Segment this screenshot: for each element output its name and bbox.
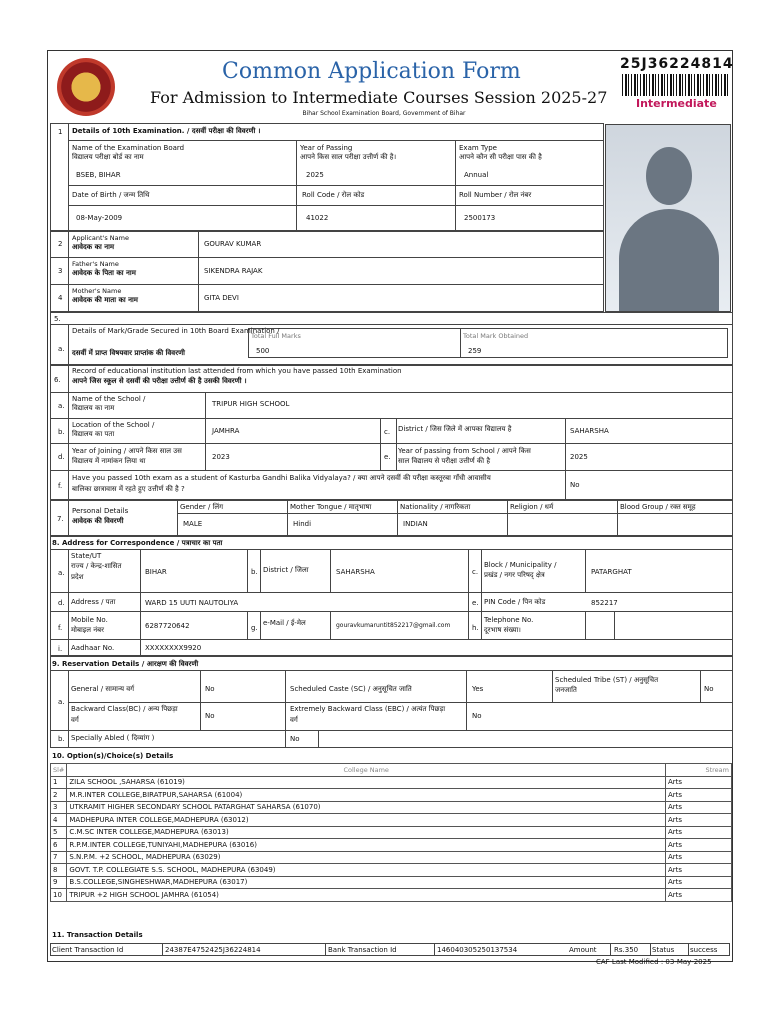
s8-heading: 8. Address for Correspondence / पत्राचार का पता: [52, 539, 223, 547]
joining-value: 2023: [212, 453, 230, 461]
table-row: 8 GOVT. T.P. COLLEGIATE S.S. SCHOOL, MADHEPURA (63049) Arts: [51, 864, 732, 877]
personal-label-hi: आवेदक की विवरणी: [72, 517, 124, 525]
ebc-label: Extremely Backward Class (EBC) / अत्यंत पिछड़ा: [290, 705, 446, 713]
religion-label: Religion / धर्म: [510, 503, 554, 511]
roll-code-value: 41022: [306, 214, 329, 222]
passing-label-hi: साल विद्यालय से परीक्षा उत्तीर्ण की है: [398, 457, 491, 465]
mother-name: GITA DEVI: [204, 294, 239, 302]
amount-label: Amount: [569, 946, 597, 954]
s6-number: 6.: [54, 376, 61, 384]
state-label-3: प्रदेश: [71, 573, 84, 581]
applicant-label: Applicant's Name: [72, 234, 129, 242]
s8-g: g.: [251, 624, 258, 632]
specially-abled-value: No: [290, 735, 300, 743]
board-name: Bihar School Examination Board, Government of Bihar: [302, 110, 466, 117]
type-label: Exam Type: [459, 144, 497, 152]
s1-heading: Details of 10th Examination. / दसवीं परीक्षा की विवरणी ।: [72, 127, 261, 135]
kgbv-value: No: [570, 481, 580, 489]
table-row: 5 C.M.SC INTER COLLEGE,MADHEPURA (63013) Arts: [51, 826, 732, 839]
client-txn-label: Client Transaction Id: [52, 946, 124, 954]
joining-label: Year of Joining / आपने किस साल उस: [72, 447, 182, 455]
last-modified: CAF Last Modified : 03-May-2025: [596, 958, 712, 966]
s6-c: c.: [384, 428, 391, 436]
s8-c: c.: [472, 568, 479, 576]
aadhaar-label: Aadhaar No.: [71, 644, 115, 652]
ebc-label-2: वर्ग: [290, 716, 298, 724]
status-value: success: [690, 946, 718, 954]
s9-heading: 9. Reservation Details / आरक्षण की विवरणी: [52, 660, 199, 668]
col-sl: Sl#: [51, 764, 67, 777]
location-label: Location of the School /: [72, 421, 155, 429]
district-value-8: SAHARSHA: [336, 568, 375, 576]
s8-b: b.: [251, 568, 258, 576]
form-title: Common Application Form: [222, 59, 521, 84]
location-value: JAMHRA: [212, 427, 240, 435]
section-8: [50, 536, 733, 656]
status-label: Status: [652, 946, 675, 954]
col-stream: Stream: [666, 764, 732, 777]
sc-label: Scheduled Caste (SC) / अनुसूचित जाति: [290, 685, 412, 693]
type-label-hi: आपने कौन सी परीक्षा पास की है: [459, 153, 542, 161]
general-label: General / सामान्य वर्ग: [71, 685, 135, 693]
tongue-value: Hindi: [293, 520, 312, 528]
stream-tag: Intermediate: [636, 97, 717, 110]
email-label: e-Mail / ई-मेल: [263, 619, 306, 627]
options-table: [50, 763, 732, 902]
bank-txn-label: Bank Transaction Id: [328, 946, 397, 954]
s6-d: d.: [58, 453, 65, 461]
barcode-icon: [622, 74, 730, 96]
ebc-value: No: [472, 712, 482, 720]
roll-code-label: Roll Code / रोल कोड: [302, 191, 365, 199]
table-row: 9 B.S.COLLEGE,SINGHESHWAR,MADHEPURA (63017) Arts: [51, 876, 732, 889]
dob-value: 08-May-2009: [76, 214, 123, 222]
table-row: 10 TRIPUR +2 HIGH SCHOOL JAMHRA (61054) Arts: [51, 889, 732, 902]
nationality-value: INDIAN: [403, 520, 428, 528]
obtained-value: 259: [468, 347, 482, 355]
location-label-hi: विद्यालय का पता: [72, 430, 115, 438]
year-label: Year of Passing: [300, 144, 353, 152]
gender-value: MALE: [183, 520, 203, 528]
specially-abled-label: Specially Abled ( दिव्यांग ): [71, 734, 155, 742]
bc-value: No: [205, 712, 215, 720]
telephone-label: Telephone No.: [484, 616, 534, 624]
s8-e: e.: [472, 599, 479, 607]
s8-i: i.: [58, 645, 63, 653]
email-value: gouravkumaruntit852217@gmail.com: [336, 622, 451, 629]
table-row: 2 M.R.INTER COLLEGE,BIRATPUR,SAHARSA (61004) Arts: [51, 789, 732, 802]
marks-label: Details of Mark/Grade Secured in 10th Board Examination /: [72, 327, 280, 335]
bc-label: Backward Class(BC) / अन्य पिछड़ा: [71, 705, 178, 713]
personal-label: Personal Details: [72, 507, 129, 515]
pin-value: 852217: [591, 599, 618, 607]
mobile-label-2: मोबाइल नंबर: [71, 626, 104, 634]
full-marks-label: Total Full Marks: [251, 332, 301, 340]
board-value: BSEB, BIHAR: [76, 171, 121, 179]
applicant-photo: [605, 124, 731, 312]
s6-e: e.: [384, 453, 391, 461]
state-label-2: राज्य / केन्द्र-शासित: [71, 562, 122, 570]
s9-b: b.: [58, 735, 65, 743]
roll-no-value: 2500173: [464, 214, 496, 222]
table-row: 6 R.P.M.INTER COLLEGE,TUNIYAHI,MADHEPURA (63016) Arts: [51, 839, 732, 852]
mother-label-hi: आवेदक की माता का नाम: [72, 296, 138, 304]
type-value: Annual: [464, 171, 489, 179]
st-label-2: जनजाति: [555, 686, 577, 694]
s8-a: a.: [58, 569, 65, 577]
s10-heading: 10. Option(s)/Choice(s) Details: [52, 752, 174, 760]
bseb-seal-icon: [57, 58, 115, 116]
s3-number: 3: [58, 267, 63, 275]
nationality-label: Nationality / नागरिकता: [400, 503, 471, 511]
s6-f: f.: [58, 482, 63, 490]
bc-label-2: वर्ग: [71, 716, 79, 724]
address-label: Address / पता: [71, 598, 116, 606]
s7-number: 7.: [57, 515, 64, 523]
block-label-2: प्रखंड / नगर परिषद् क्षेत्र: [484, 571, 545, 579]
tongue-label: Mother Tongue / मातृभाषा: [290, 503, 372, 511]
bank-txn-value: 146040305250137534: [437, 946, 518, 954]
block-value: PATARGHAT: [591, 568, 632, 576]
s6-label-hi: आपने जिस स्कूल से दसवीं की परीक्षा उत्तीर्ण की है उसकी विवरणी ।: [72, 377, 247, 385]
district-label-8: District / जिला: [263, 566, 309, 574]
s1-number: 1: [58, 128, 63, 136]
s2-number: 2: [58, 240, 63, 248]
passing-value: 2025: [570, 453, 588, 461]
amount-value: Rs.350: [614, 946, 639, 954]
form-subtitle: For Admission to Intermediate Courses Session 2025-27: [150, 88, 608, 107]
address-value: WARD 15 UUTI NAUTOLIYA: [145, 599, 239, 607]
s8-f: f.: [58, 624, 63, 632]
dob-label: Date of Birth / जन्म तिथि: [72, 191, 150, 199]
col-college: College Name: [67, 764, 666, 777]
st-value: No: [704, 685, 714, 693]
applicant-name: GOURAV KUMAR: [204, 240, 262, 248]
marks-label-hi: दसवीं में प्राप्त विषयवार प्राप्तांक की विवरणी: [72, 349, 185, 357]
school-label: Name of the School /: [72, 395, 146, 403]
gender-label: Gender / लिंग: [180, 503, 224, 511]
table-row: 4 MADHEPURA INTER COLLEGE,MADHEPURA (63012) Arts: [51, 814, 732, 827]
s6-b: b.: [58, 428, 65, 436]
blood-label: Blood Group / रक्त समूह: [620, 503, 696, 511]
father-label-hi: आवेदक के पिता का नाम: [72, 269, 136, 277]
board-label: Name of the Examination Board: [72, 144, 185, 152]
school-value: TRIPUR HIGH SCHOOL: [212, 400, 290, 408]
s9-a: a.: [58, 698, 65, 706]
roll-no-label: Roll Number / रोल नंबर: [459, 191, 532, 199]
client-txn-value: 24387E4752425J36224814: [165, 946, 261, 954]
kgbv-label: Have you passed 10th exam as a student of Kasturba Gandhi Balika Vidyalaya? / क्या आपने दसवीं की परीक्षा कस्तूरबा गाँधी आवासीय: [72, 474, 491, 482]
table-row: 7 S.N.P.M. +2 SCHOOL, MADHEPURA (63029) Arts: [51, 851, 732, 864]
joining-label-hi: विद्यालय में नामांकन लिया था: [72, 457, 146, 465]
s8-d: d.: [58, 599, 65, 607]
passing-label: Year of passing from School / आपने किस: [398, 447, 531, 455]
year-value: 2025: [306, 171, 324, 179]
sc-value: Yes: [472, 685, 484, 693]
block-label: Block / Municipality /: [484, 561, 557, 569]
table-row: 3 UTKRAMIT HIGHER SECONDARY SCHOOL PATARGHAT SAHARSA (61070) Arts: [51, 801, 732, 814]
year-label-hi: आपने किस साल परीक्षा उत्तीर्ण की है।: [300, 153, 397, 161]
aadhaar-value: XXXXXXXX9920: [145, 644, 202, 652]
pin-label: PIN Code / पिन कोड: [484, 598, 546, 606]
s6-a: a.: [58, 402, 65, 410]
s8-h: h.: [472, 624, 479, 632]
telephone-label-2: दूरभाष संख्या।: [484, 626, 521, 634]
board-label-hi: विद्यालय परीक्षा बोर्ड का नाम: [72, 153, 144, 161]
father-name: SIKENDRA RAJAK: [204, 267, 263, 275]
district-label: District / जिस जिले में आपका विद्यालय है: [398, 425, 512, 433]
s6-label: Record of educational institution last attended from which you have passed 10th Examination: [72, 367, 402, 375]
st-label: Scheduled Tribe (ST) / अनुसूचित: [555, 676, 659, 684]
s5-a: a.: [58, 345, 65, 353]
district-value: SAHARSHA: [570, 427, 609, 435]
application-number: 25J36224814: [620, 56, 734, 72]
general-value: No: [205, 685, 215, 693]
obtained-label: Total Mark Obtained: [463, 332, 529, 340]
mobile-value: 6287720642: [145, 622, 190, 630]
applicant-label-hi: आवेदक का नाम: [72, 243, 115, 251]
full-marks-value: 500: [256, 347, 270, 355]
school-label-hi: विद्यालय का नाम: [72, 404, 115, 412]
kgbv-label-2: बालिका छात्रावास में रहते हुए उत्तीर्ण की है ?: [72, 485, 185, 493]
father-label: Father's Name: [72, 260, 119, 268]
mobile-label: Mobile No.: [71, 616, 108, 624]
s11-heading: 11. Transaction Details: [52, 931, 143, 939]
mother-label: Mother's Name: [72, 287, 122, 295]
s4-number: 4: [58, 294, 63, 302]
s5-number: 5.: [54, 315, 61, 323]
state-value: BIHAR: [145, 568, 167, 576]
state-label: State/UT: [71, 552, 102, 560]
table-row: 1 ZILA SCHOOL ,SAHARSA (61019) Arts: [51, 776, 732, 789]
